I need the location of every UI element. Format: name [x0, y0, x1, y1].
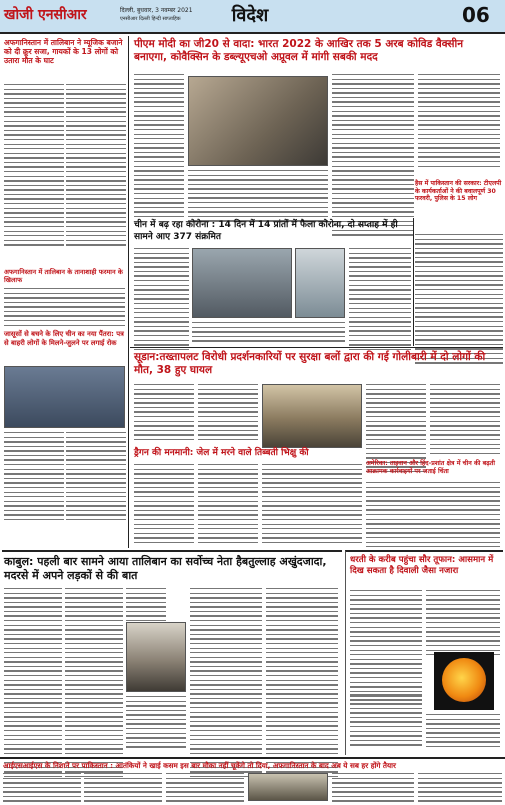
article-cyprus [2, 330, 127, 540]
body-text [198, 384, 258, 444]
body-text [4, 288, 125, 329]
body-text [126, 696, 186, 751]
article-taliban [2, 38, 127, 266]
china-corona-photo [192, 248, 292, 318]
body-text [84, 773, 162, 805]
sudan-protest-photo [262, 384, 362, 448]
headline-china: चीन में बढ़ रहा कोरोना : 14 दिन में 14 प्रांतों में फैला कोरोना, दो सप्ताह में ही सामने आए 377 संक्रमित [134, 220, 398, 242]
body-text [430, 384, 500, 457]
body-text [65, 588, 123, 780]
headline-taliban: अफगानिस्तान में तालिबान ने म्यूजिक बजाने को दी क्रूर सजा, गायकों के 13 लोगों को उतारा मौत के घाट [4, 38, 123, 65]
article-pakistan [415, 180, 503, 340]
sun-icon [442, 658, 486, 702]
tagline: एनसीआर दिल्ली हिन्दी साप्ताहिक [120, 16, 181, 22]
body-text [198, 464, 258, 546]
section-title: विदेश [231, 5, 269, 26]
body-text [262, 464, 362, 546]
body-text [426, 714, 500, 751]
masthead [0, 0, 505, 34]
police-photo [4, 366, 125, 428]
body-text [134, 248, 189, 353]
headline-vaccine-tag: अमेरिका: ताइवान और हिंद-प्रशांत क्षेत्र में चीन की बढ़ती आक्रामक कार्रवाइयों पर जताई चिंता [366, 460, 495, 475]
body-text [134, 74, 184, 221]
body-text [4, 432, 64, 524]
body-text [126, 588, 166, 625]
china-corona-photo-2 [295, 248, 345, 318]
headline-solar: धरती के करीब पहुंचा सौर तूफान: आसमान में दिख सकता है दिवाली जैसा नजारा [350, 555, 494, 576]
body-text [3, 773, 81, 805]
page-number: 06 [462, 3, 490, 27]
date-line: दिल्ली, बुधवार, 3 नवम्बर 2021 [120, 7, 193, 14]
body-text [190, 588, 262, 780]
article-afghan-plane [2, 268, 127, 328]
body-text [188, 170, 328, 225]
body-text [332, 773, 414, 805]
article-sudan [130, 347, 503, 547]
body-text [350, 694, 422, 749]
body-text [4, 84, 64, 249]
headline-afghan-plane: अफगानिस्तान में तालिबान के तानाशाही फरमान के खिलाफ [4, 268, 123, 284]
body-text [134, 384, 194, 444]
article-kabul [2, 550, 342, 755]
body-text [192, 322, 345, 345]
body-text [66, 432, 126, 524]
modi-g20-photo [188, 76, 328, 166]
body-text [418, 74, 500, 170]
taliban-leader-photo [126, 622, 186, 692]
article-china [130, 220, 413, 345]
body-text [4, 588, 62, 780]
article-solar [345, 550, 503, 755]
column-divider [413, 218, 414, 346]
body-text [166, 773, 244, 805]
body-text [266, 588, 338, 780]
body-text [418, 773, 502, 805]
body-text [349, 248, 411, 353]
body-text [350, 590, 422, 704]
isis-fighters-photo [248, 773, 328, 801]
sun-photo [434, 652, 494, 710]
headline-cyprus: जासूसों से बचने के लिए चीन का नया पैंतरा: पत्र से बाहरी लोगों के मिलने-जुलने पर लगाई रोक [4, 330, 124, 347]
headline-sudan: सूडान:तख्तापलट विरोधी प्रदर्शनकारियों पर सुरक्षा बलों द्वारा की गई गोलीबारी में दो लोगों की मौत, 38 हुए घायल [134, 351, 486, 376]
body-text [366, 482, 500, 551]
body-text [134, 464, 194, 546]
headline-kabul: काबुल: पहली बार सामने आया तालिबान का सर्वोच्च नेता हैबतुल्लाह अखुंदजादा, मदरसे में अपने लड़कों से की बात [4, 555, 327, 582]
headline-pakistan: हैस में पाकिस्तान की सरकार: टीएलपी के कार्यकर्ताओं ने की बवालपूर्ण 30 फरवरी, पुलिस के 15 लोग [415, 180, 502, 203]
headline-dragon: ड्रैगन की मनमानी: जेल में मरने वाले तिब्बती भिक्षु की [134, 448, 309, 458]
body-text [66, 84, 126, 249]
body-text [332, 74, 414, 239]
column-divider [128, 36, 129, 548]
article-isis [0, 757, 505, 800]
headline-modi: पीएम मोदी का जी20 से वादा: भारत 2022 के आखिर तक 5 अरब कोविड वैक्सीन बनाएगा, कोवैक्सिन के डब्ल्यूएचओ अप्रूवल में मांगी सबकी मदद [134, 38, 464, 63]
newspaper-logo: खोजी एनसीआर [4, 7, 87, 23]
body-text [426, 590, 500, 659]
headline-isis: आईएसआईएस के निशाने पर पाकिस्तान : आतंकियों ने खाई कसम इस बार मौका नहीं चूकेंगे तो दिया, अफगानिस्तान के बाद अब ये सब हर होंगे तैयार [3, 761, 396, 770]
